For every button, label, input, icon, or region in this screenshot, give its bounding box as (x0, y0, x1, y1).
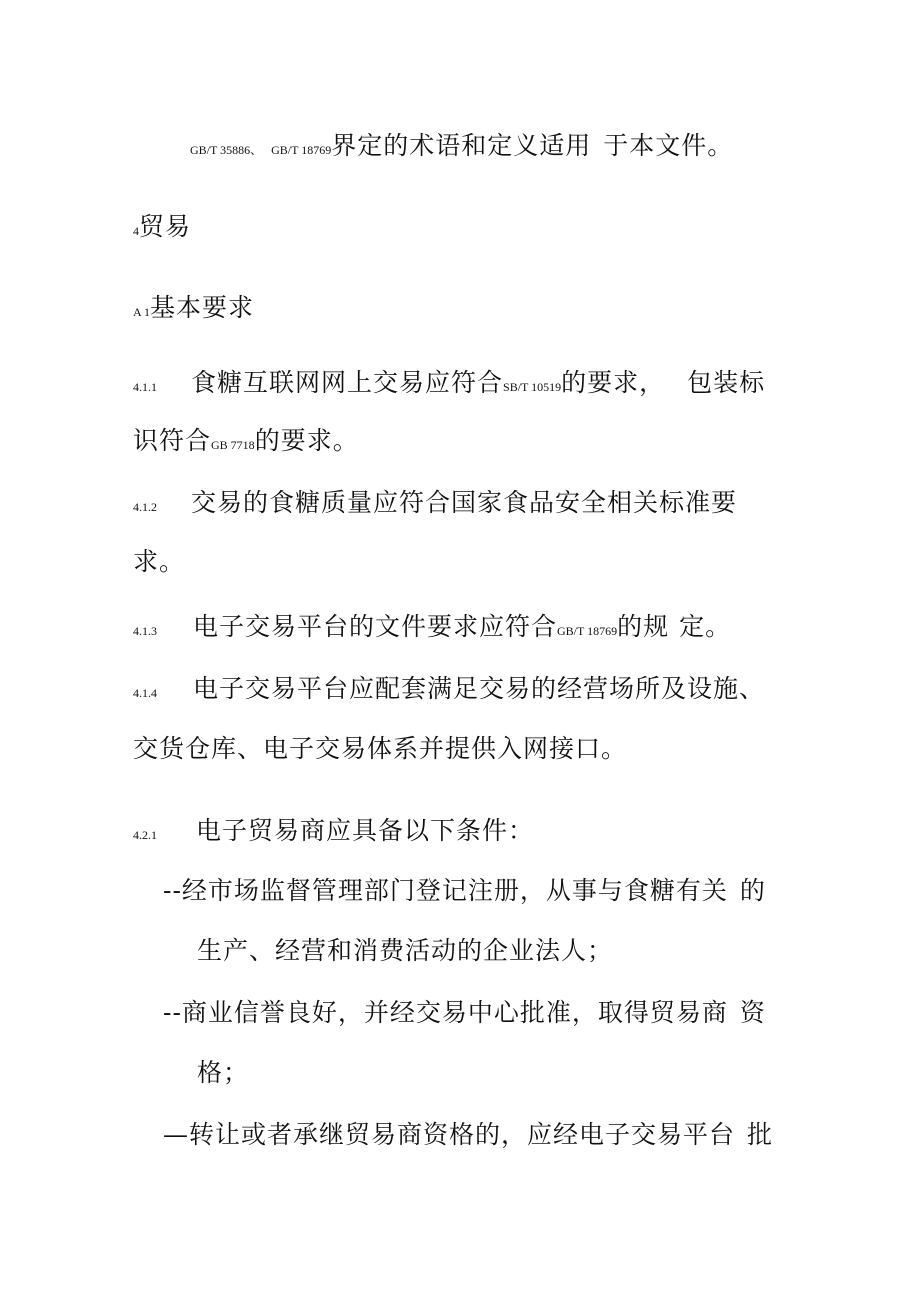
section-heading-4 (133, 212, 191, 246)
clause-4-1-4 (133, 674, 765, 708)
clause-text: 电子交易平台应配套满足交易的经营场所及设施、 (193, 674, 766, 703)
list-text: 生产、经营和消费活动的企业法人； (197, 936, 614, 965)
clause-text: 电子交易平台的文件要求应符合 (193, 612, 558, 641)
section-number: 4 (133, 224, 139, 238)
section-number: A 1 (133, 305, 151, 319)
standard-ref: GB 7718 (211, 438, 255, 452)
clause-4-1-1-cont (133, 426, 359, 460)
clause-text: 包装标 (687, 368, 766, 397)
clause-text: 电子贸易商应具备以下条件： (196, 816, 535, 845)
clause-text: 交易的食糖质量应符合国家食品安全相关标准要 (191, 488, 738, 517)
standard-ref: GB/T 35886、 (190, 143, 263, 157)
clause-text: 交货仓库、电子交易体系并提供入网接口。 (133, 734, 628, 763)
section-title: 贸易 (139, 212, 192, 241)
clause-number: 4.1.3 (133, 624, 157, 638)
clause-4-1-2-cont (133, 547, 185, 577)
list-text: 格； (197, 1058, 250, 1087)
list-text: 的 (739, 876, 766, 905)
clause-number: 4.1.4 (133, 686, 157, 700)
clause-4-2-1 (133, 816, 534, 850)
section-title: 基本要求 (150, 293, 255, 322)
list-text: 批 (747, 1120, 774, 1149)
clause-text: 识符合 (133, 426, 212, 455)
list-item (163, 998, 766, 1028)
clause-4-1-3 (133, 612, 731, 646)
clause-number: 4.2.1 (133, 828, 157, 842)
clause-4-1-1 (133, 368, 765, 402)
list-text: —转让或者承继贸易商资格的，应经电子交易平台 (163, 1120, 736, 1149)
text: 于本文件。 (603, 131, 734, 160)
list-item (163, 1120, 773, 1150)
clause-text: 的规 (617, 612, 670, 641)
clause-number: 4.1.1 (133, 380, 157, 394)
list-text: --经市场监督管理部门登记注册，从事与食糖有关 (163, 876, 728, 905)
list-item-cont (197, 936, 613, 966)
clause-text: 求。 (133, 547, 186, 576)
clause-4-1-2 (133, 488, 737, 522)
clause-number: 4.1.2 (133, 500, 157, 514)
list-text: 资 (739, 998, 766, 1027)
clause-text: 的要求， (561, 368, 666, 397)
text: 界定的术语和定义适用 (331, 131, 592, 160)
clause-text: 食糖互联网网上交易应符合 (191, 368, 504, 397)
list-text: --商业信誉良好，并经交易中心批准，取得贸易商 (163, 998, 728, 1027)
clause-4-1-4-cont (133, 734, 627, 764)
list-item-cont (197, 1058, 249, 1088)
paragraph-line-terms (190, 131, 733, 165)
list-item (163, 876, 766, 906)
section-heading-4-1 (133, 293, 254, 327)
standard-ref: SB/T 10519 (503, 380, 562, 394)
standard-ref: GB/T 18769 (557, 624, 618, 638)
clause-text: 的要求。 (254, 426, 359, 455)
standard-ref: GB/T 18769 (271, 143, 332, 157)
clause-text: 定。 (679, 612, 732, 641)
